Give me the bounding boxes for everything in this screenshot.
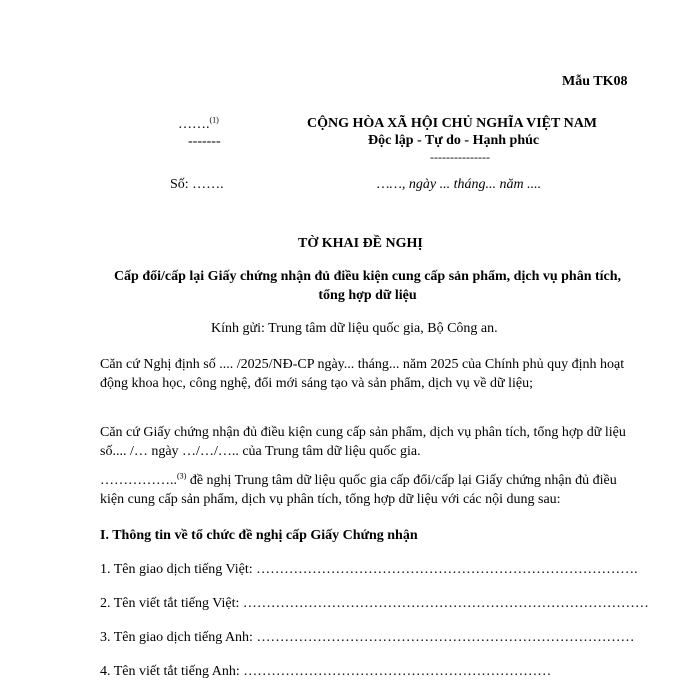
recipient-line: Kính gửi: Trung tâm dữ liệu quốc gia, Bộ Công an. [211,321,498,336]
organization-divider: ------- [188,134,221,149]
national-motto: Độc lập - Tự do - Hạnh phúc [368,133,540,148]
document-subtitle: Cấp đổi/cấp lại Giấy chứng nhận đủ điều kiện cung cấp sản phẩm, dịch vụ phân tích, tổng hợp dữ liệu [113,269,622,303]
field-english-abbreviation: 4. Tên viết tắt tiếng Anh: ………………………………………………………… [100,664,552,679]
document-title: TỜ KHAI ĐỀ NGHỊ [298,236,423,251]
applicant-footnote: (3) [177,471,187,481]
form-code: Mẫu TK08 [562,74,628,89]
section-1-heading: I. Thông tin về tổ chức đề nghị cấp Giấy Chứng nhận [100,528,418,543]
motto-divider: --------------- [430,150,490,164]
nation-title: CỘNG HÒA XÃ HỘI CHỦ NGHĨA VIỆT NAM [307,116,598,131]
organization-dots: ……. [178,117,210,132]
request-paragraph [100,471,635,509]
field-english-trade-name: 3. Tên giao dịch tiếng Anh: ……………………………………………………………………… [100,630,635,645]
organization-name [178,117,219,133]
organization-footnote: (1) [209,115,219,125]
legal-basis-paragraph-2: Căn cứ Giấy chứng nhận đủ điều kiện cung cấp sản phẩm, dịch vụ phân tích, tổng hợp dữ liệu số.... /… ngày …/…/….. của Trung tâm dữ liệu quốc gia. [100,425,626,459]
field-vietnamese-abbreviation: 2. Tên viết tắt tiếng Việt: …………………………………………………………………………… [100,596,649,611]
legal-basis-paragraph-1: Căn cứ Nghị định số .... /2025/NĐ-CP ngày... tháng... năm 2025 của Chính phủ quy định hoạt động khoa học, công nghệ, đổi mới sáng tạo và sản phẩm, dịch vụ về dữ liệu; [100,357,625,391]
applicant-dots: …………….. [100,473,177,488]
request-text: đề nghị Trung tâm dữ liệu quốc gia cấp đổi/cấp lại Giấy chứng nhận đủ điều kiện cung cấp sản phẩm, dịch vụ phân tích, tổng hợp dữ liệu với các nội dung sau: [100,473,617,507]
document-number: Số: ……. [170,177,224,192]
document-date: ……, ngày ... tháng... năm .... [377,177,542,192]
field-vietnamese-trade-name: 1. Tên giao dịch tiếng Việt: ………………………………………………………………………. [100,562,638,577]
